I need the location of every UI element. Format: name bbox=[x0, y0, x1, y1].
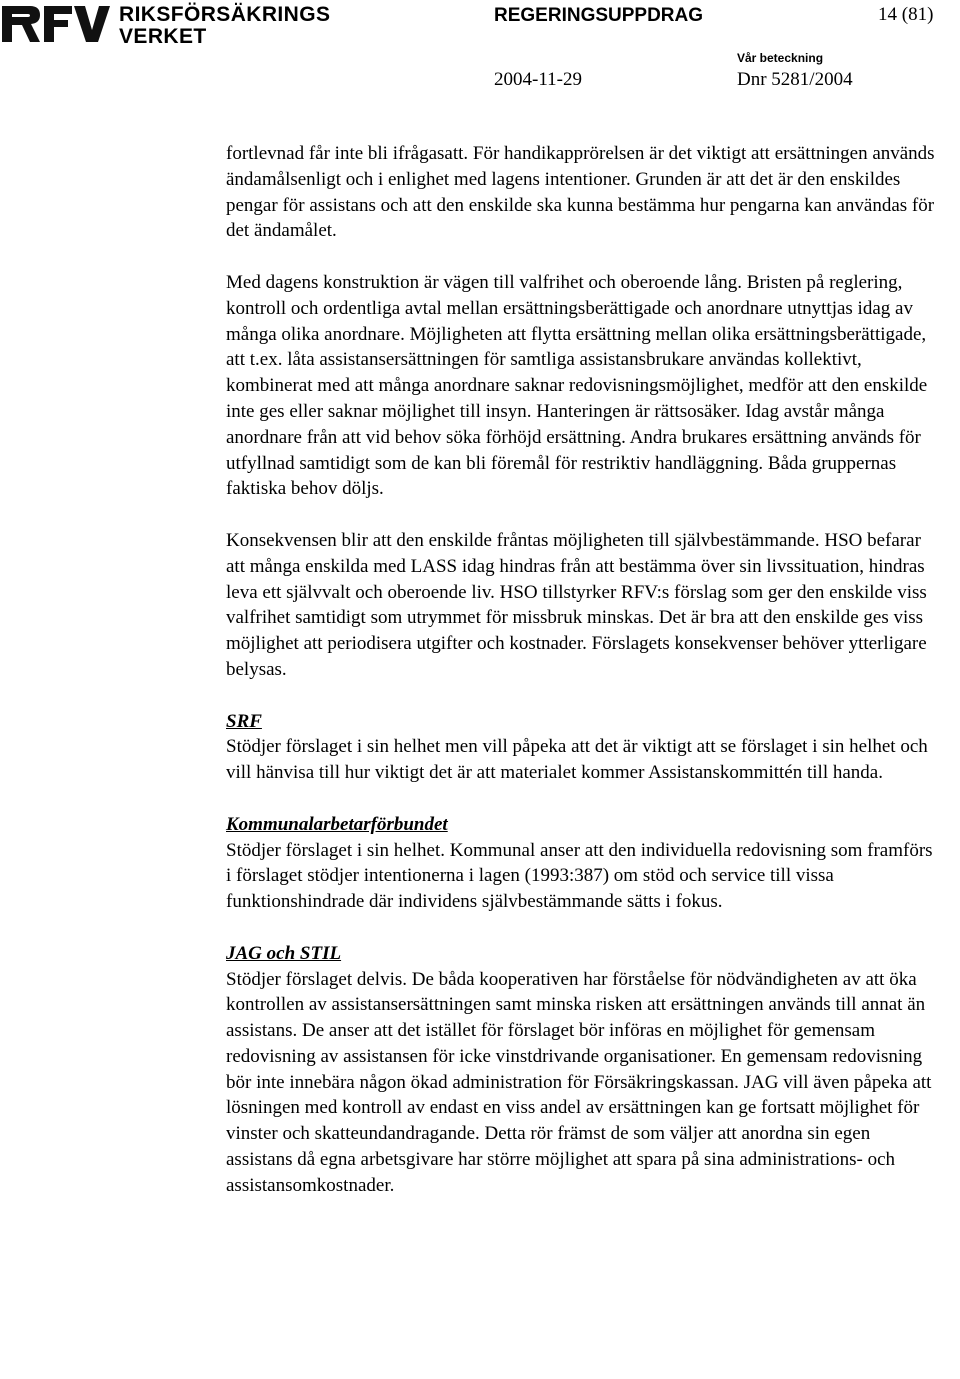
rfv-logo bbox=[0, 2, 112, 44]
document-body bbox=[226, 141, 938, 1224]
section-heading: SRF bbox=[226, 710, 262, 732]
section-heading: Kommunalarbetarförbundet bbox=[226, 813, 448, 835]
page-number: 14 (81) bbox=[878, 4, 934, 25]
page-header bbox=[0, 0, 960, 100]
organization-line-1: RIKSFÖRSÄKRINGS bbox=[119, 3, 331, 26]
paragraph: fortlevnad får inte bli ifrågasatt. För handikapprörelsen är det viktigt att ersättningen används ändamålsenligt och i enlighet med lagens intentioner. Grunden är att det är den enskildes pengar för assistans och att den enskilde ska kunna bestämma hur pengarna kan användas för det ändamålet. bbox=[226, 143, 935, 242]
document-number: Dnr 5281/2004 bbox=[737, 69, 853, 90]
section-kommunalarbetarforbundet bbox=[226, 812, 938, 915]
section-heading: JAG och STIL bbox=[226, 942, 342, 964]
document-type: REGERINGSUPPDRAG bbox=[494, 5, 704, 26]
document-date: 2004-11-29 bbox=[494, 69, 582, 90]
paragraph: Stödjer förslaget i sin helhet men vill påpeka att det är viktigt att se förslaget i sin helhet och vill hänvisa till hur viktigt det är att materialet kommer Assistanskommittén till handa. bbox=[226, 736, 928, 784]
paragraph: Med dagens konstruktion är vägen till valfrihet och oberoende lång. Bristen på reglering, kontroll och ordentliga avtal mellan ersättningsberättigade och anordnare utnyttjas idag av många olika anordnare. Möjligheten att flytta ersättning mellan olika ersättningsberättigade, att t.ex. låta assistansersättningen för samtliga assistansbrukare användas kollektivt, kombinerat med att många anordnare saknar redovisningsmöjlighet, medför att den enskilde inte ges eller saknar möjlighet till insyn. Hanteringen är rättsosäker. Idag avstår många anordnare från att vid behov söka förhöjd ersättning. Andra brukares ersättning används för utfyllnad samtidigt som de kan bli föremål för restriktiv handläggning. Båda gruppernas faktiska behov döljs. bbox=[226, 271, 928, 500]
reference-label: Vår beteckning bbox=[737, 51, 824, 65]
section-jag-och-stil bbox=[226, 941, 938, 1199]
organization-name bbox=[119, 4, 330, 48]
section-srf bbox=[226, 709, 938, 786]
paragraph: Stödjer förslaget delvis. De båda kooperativen har förståelse för nödvändigheten av att öka kontrollen av assistansersättningen samt minska risken att ersättningen används till annat än assistans. De anser att det istället för förslaget bör införas en möjlighet för gemensam redovisning av assistansen för icke vinstdrivande organisationer. En gemensam redovisning bör inte innebära någon ökad administration för Försäkringskassan. JAG vill även påpeka att lösningen med kontroll av endast en viss andel av ersättningen kan ge fortsatt möjlighet för vinster och skatteundandragande. Detta rör främst de som väljer att anordna sin egen assistans då egna arbetsgivare har större möjlighet att spara på sina administrations- och assistansomkostnader. bbox=[226, 968, 932, 1196]
paragraph: Konsekvensen blir att den enskilde fråntas möjligheten till självbestämmande. HSO befarar att många enskilda med LASS idag hindras från att bestämma över sin livssituation, hindras leva ett självvalt och oberoende liv. HSO tillstyrker RFV:s förslag som ger den enskilde viss valfrihet samtidigt som utrymmet för missbruk minskas. Det är bra att den enskilde ges viss möjlighet att periodisera utgifter och kostnader. Förslagets konsekvenser behöver ytterligare belysas. bbox=[226, 529, 927, 680]
paragraph: Stödjer förslaget i sin helhet. Kommunal anser att den individuella redovisning som framförs i förslaget stödjer intentionerna i lagen (1993:387) om stöd och service till vissa funktionshindrade där individens självbestämmande sätts i fokus. bbox=[226, 839, 933, 913]
organization-line-2: VERKET bbox=[119, 25, 207, 48]
